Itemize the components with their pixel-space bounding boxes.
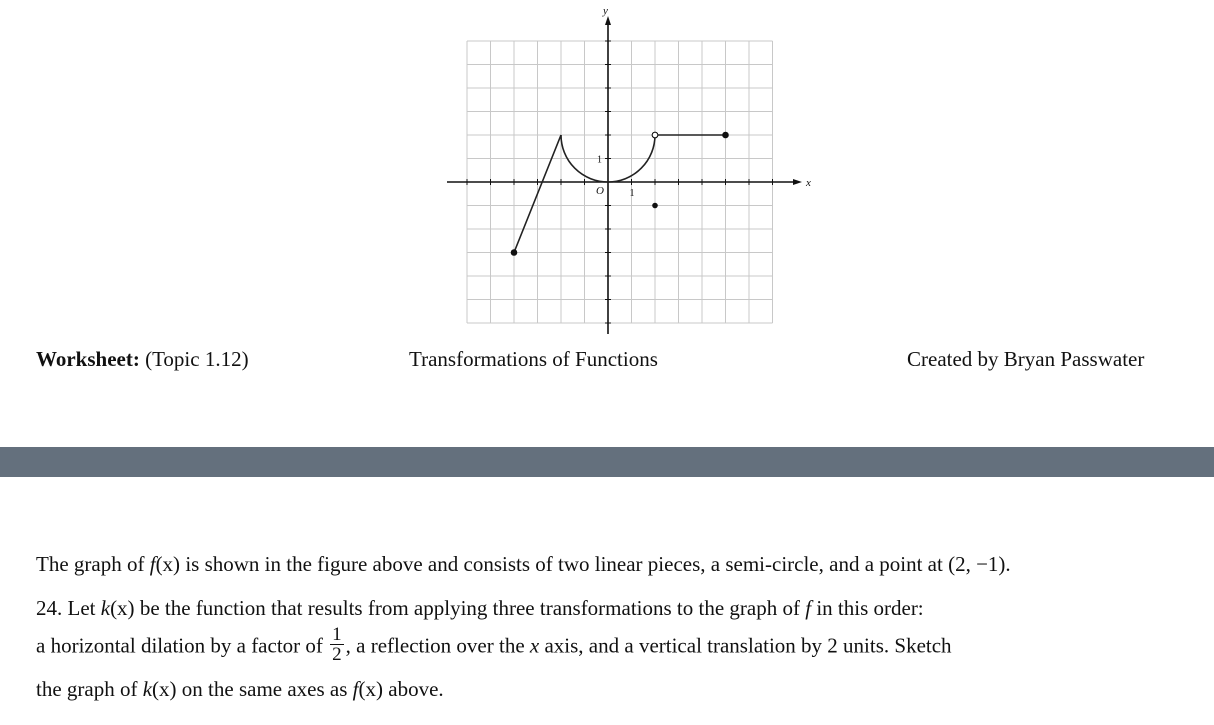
divider-banner bbox=[0, 447, 1214, 477]
origin-label: O bbox=[596, 185, 604, 197]
intro-text: The graph of f(x) is shown in the figure above and consists of two linear pieces, a semi-circle, and a point at (2, −1). bbox=[36, 552, 1011, 576]
fraction-one-half: $\frac{1}{2}$ bbox=[332, 624, 342, 665]
worksheet-title: Transformations of Functions bbox=[409, 347, 658, 371]
x-axis-label: x bbox=[806, 177, 811, 189]
closed-endpoint bbox=[723, 132, 729, 138]
x-axis-arrow bbox=[793, 179, 802, 185]
question-line-2: a horizontal dilation by a factor of $\frac{1}{2}$ , a reflection over the x axis, and a vertical translation by 2 units. Sketch bbox=[36, 624, 952, 665]
y-axis-label: y bbox=[603, 5, 608, 17]
open-endpoint bbox=[652, 132, 658, 138]
isolated-point bbox=[652, 203, 658, 209]
function-graph bbox=[0, 0, 1214, 340]
y-axis-arrow bbox=[605, 16, 611, 25]
question-line-1: 24. Let k(x) be the function that results from applying three transformations to the graph of f in this order: bbox=[36, 596, 924, 620]
worksheet-topic: Worksheet: (Topic 1.12) bbox=[36, 347, 249, 371]
question-line-3: the graph of k(x) on the same axes as f(x) above. bbox=[36, 677, 444, 701]
x-tick-label: 1 bbox=[629, 188, 635, 199]
worksheet-author: Created by Bryan Passwater bbox=[907, 347, 1145, 371]
y-tick-label: 1 bbox=[597, 154, 602, 166]
closed-endpoint bbox=[511, 250, 517, 256]
